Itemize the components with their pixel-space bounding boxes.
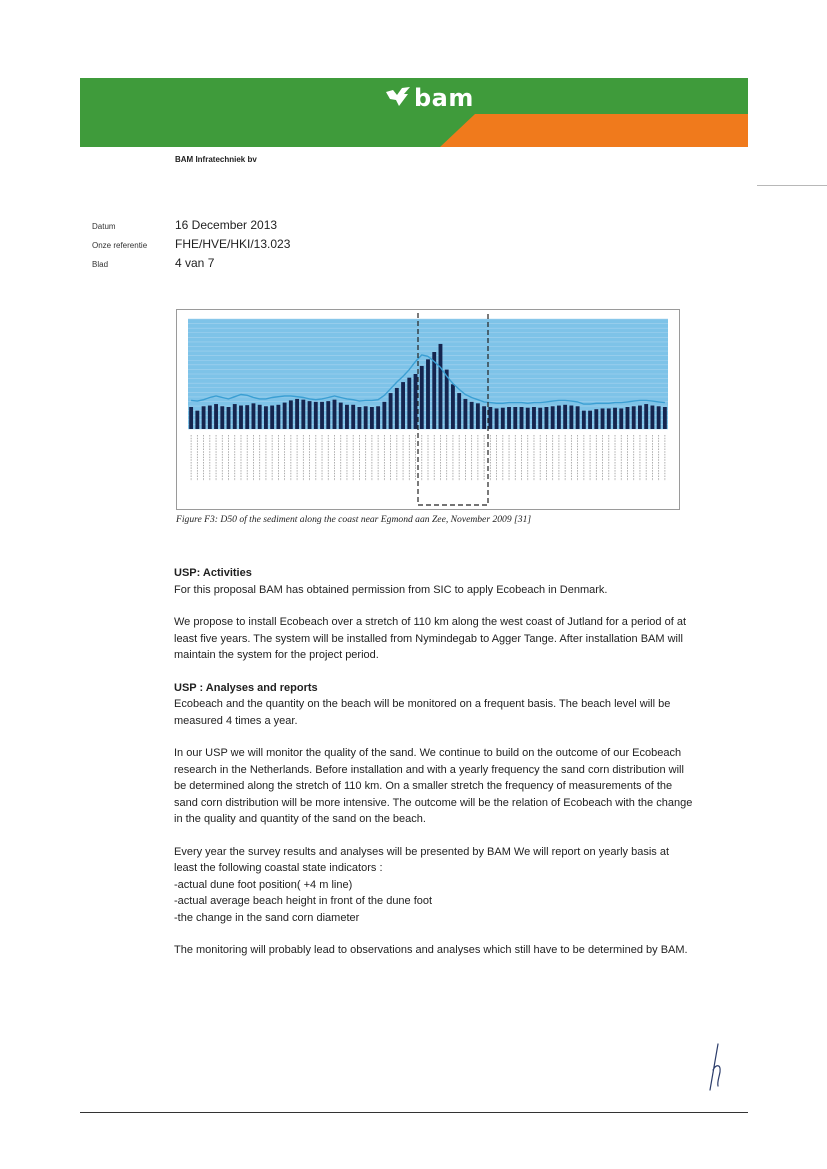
data-bar (276, 405, 280, 429)
data-bar (576, 406, 580, 429)
bam-bird-icon (384, 86, 412, 108)
data-bar (376, 406, 380, 429)
data-bar (426, 359, 430, 429)
data-bar (301, 400, 305, 429)
data-bar (613, 408, 617, 429)
data-bar (420, 366, 424, 429)
data-bar (538, 408, 542, 429)
paragraph: Ecobeach and the quantity on the beach will be monitored on a frequent basis. The beach level will be measured 4 times a year. (174, 698, 671, 727)
data-bar (233, 404, 237, 429)
data-bar (463, 399, 467, 429)
data-bar (351, 405, 355, 429)
company-name: BAM Infratechniek bv (175, 155, 257, 164)
data-bar (526, 408, 530, 429)
data-bar (382, 402, 386, 429)
meta-value: 4 van 7 (175, 256, 215, 270)
data-bar (401, 382, 405, 429)
data-bar (345, 405, 349, 429)
data-bar (563, 405, 567, 429)
data-bar (619, 408, 623, 429)
data-bar (258, 405, 262, 429)
data-bar (588, 411, 592, 429)
data-bar (663, 407, 667, 429)
data-bar (644, 404, 648, 429)
data-bar (264, 406, 268, 429)
meta-label: Datum (92, 222, 116, 231)
data-bar (227, 407, 231, 429)
section-heading-analyses: USP : Analyses and reports (174, 681, 318, 694)
data-bar (439, 344, 443, 429)
data-bar (189, 407, 193, 429)
data-bar (208, 406, 212, 429)
figure-caption: Figure F3: D50 of the sediment along the coast near Egmond aan Zee, November 2009 [31] (176, 514, 532, 525)
data-bar (601, 408, 605, 429)
paragraph: The monitoring will probably lead to observations and analyses which still have to be determined by BAM. (174, 944, 688, 956)
data-bar (252, 403, 256, 429)
data-bar (569, 406, 573, 429)
data-bar (520, 407, 524, 429)
data-bar (202, 406, 206, 429)
meta-label: Onze referentie (92, 241, 148, 250)
data-bar (245, 405, 249, 429)
data-bar (551, 406, 555, 429)
figure-chart (176, 309, 680, 510)
data-bar (632, 406, 636, 429)
data-bar (195, 411, 199, 429)
data-bar (283, 403, 287, 429)
data-bar (389, 393, 393, 429)
data-bar (320, 402, 324, 429)
data-bar (333, 400, 337, 429)
logo-text: bam (414, 84, 474, 112)
data-bar (326, 401, 330, 429)
data-bar (545, 407, 549, 429)
data-bar (650, 406, 654, 429)
document-body (174, 565, 694, 959)
paragraph: Every year the survey results and analyses will be presented by BAM We will report on yearly basis at least the following coastal state indicators : (174, 845, 670, 874)
paragraph: For this proposal BAM has obtained permission from SIC to apply Ecobeach in Denmark. (174, 583, 608, 596)
data-bar (214, 404, 218, 429)
paragraph: We propose to install Ecobeach over a stretch of 110 km along the west coast of Jutland for a period of at least five years. The system will be installed from Nymindegab to Agger Tange. After installation BAM will maintain the system for the project period. (174, 616, 686, 661)
data-bar (339, 403, 343, 429)
meta-value: 16 December 2013 (175, 218, 278, 232)
list-item: -actual dune foot position( +4 m line) (174, 878, 353, 891)
data-bar (414, 374, 418, 429)
bar-chart (176, 309, 680, 510)
data-bar (626, 407, 630, 429)
data-bar (295, 399, 299, 429)
data-bar (239, 406, 243, 429)
data-bar (476, 403, 480, 429)
data-bar (220, 406, 224, 429)
data-bar (488, 407, 492, 429)
data-bar (470, 402, 474, 429)
data-bar (308, 401, 312, 429)
list-item: -the change in the sand corn diameter (174, 911, 360, 924)
data-bar (289, 400, 293, 429)
data-bar (451, 384, 455, 429)
data-bar (270, 406, 274, 429)
footer-rule (80, 1112, 748, 1113)
data-bar (457, 393, 461, 429)
data-bar (495, 408, 499, 429)
data-bar (482, 406, 486, 429)
signature-mark (704, 1042, 726, 1094)
data-bar (501, 408, 505, 429)
data-bar (395, 388, 399, 429)
data-bar (657, 406, 661, 429)
data-bar (370, 407, 374, 429)
data-bar (594, 409, 598, 429)
data-bar (607, 408, 611, 429)
margin-rule (757, 185, 827, 186)
data-bar (513, 407, 517, 429)
data-bar (582, 411, 586, 429)
meta-label: Blad (92, 260, 109, 269)
data-bar (407, 378, 411, 429)
section-heading-activities: USP: Activities (174, 567, 252, 579)
data-bar (557, 406, 561, 429)
paragraph: In our USP we will monitor the quality of the sand. We continue to build on the outcome of our Ecobeach research in the Netherlands. Before installation and with a yearly frequency the sand corn distribution will be determined along the stretch of 110 km. On a smaller stretch the frequency of measurements of the sand corn distribution will be more intensive. The outcome will be the relation of Ecobeach with the change in the quality and quantity of the sand on the beach. (174, 747, 693, 825)
list-item: -actual average beach height in front of the dune foot (174, 895, 433, 907)
data-bar (532, 407, 536, 429)
data-bar (357, 407, 361, 429)
data-bar (507, 407, 511, 429)
meta-value: FHE/HVE/HKI/13.023 (175, 237, 291, 251)
data-bar (364, 406, 368, 429)
data-bar (314, 402, 318, 429)
data-bar (638, 406, 642, 429)
